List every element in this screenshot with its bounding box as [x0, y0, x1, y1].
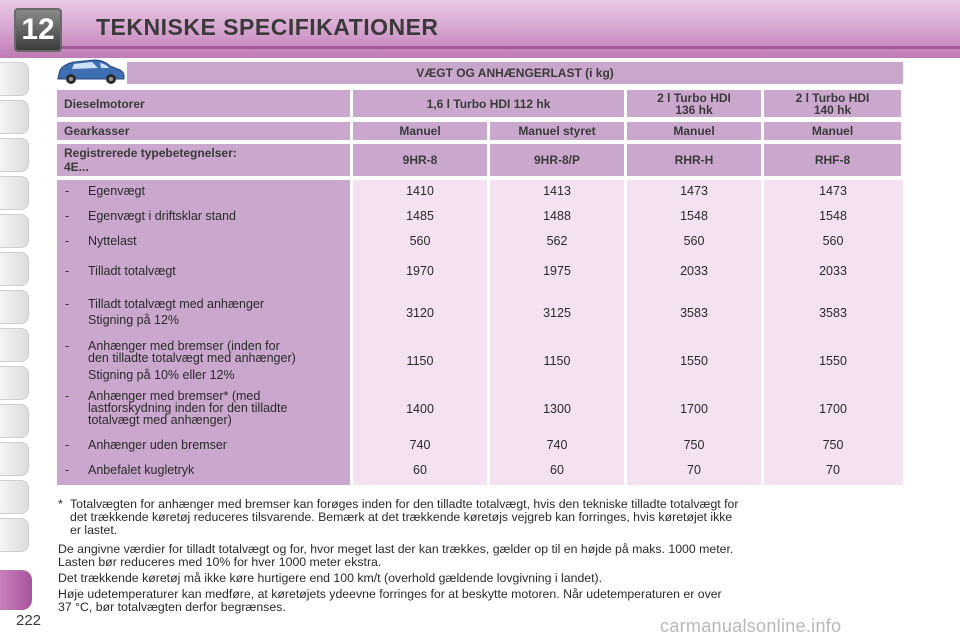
table-cell: 1550	[819, 354, 847, 368]
side-tab[interactable]	[0, 176, 29, 210]
page-title: TEKNISKE SPECIFIKATIONER	[96, 14, 439, 40]
table-cell: 1970	[406, 264, 434, 278]
table-cell: 3583	[819, 306, 847, 320]
header-cell: Dieselmotorer	[57, 90, 350, 117]
car-icon	[54, 56, 126, 86]
table-cell: 1550	[680, 354, 708, 368]
side-tab[interactable]	[0, 138, 29, 172]
table-cell: 560	[683, 234, 705, 248]
table-cell: 1548	[819, 209, 847, 223]
watermark: carmanualsonline.info	[660, 616, 842, 636]
side-tab-active[interactable]	[0, 570, 32, 610]
table-cell: 1410	[406, 184, 434, 198]
header-cell: 2 l Turbo HDI 136 hk	[627, 90, 761, 117]
table-cell: 1548	[680, 209, 708, 223]
side-tab[interactable]	[0, 518, 29, 552]
header-cell: Manuel	[627, 122, 761, 140]
temperature-note-line: Høje udetemperaturer kan medføre, at køretøjets ydeevne forringes for at beskytte motoren. Når udetemperaturen er over	[58, 587, 722, 601]
table-cell: 3125	[543, 306, 571, 320]
footnote-line: det trækkende køretøj reduceres tilsvarende. Bemærk at det trækkende køretøjs vejgreb kan forringes, hvis køretøjet ikke	[70, 510, 733, 524]
chapter-side-tabs	[0, 60, 32, 600]
header-cell: 9HR-8/P	[490, 144, 624, 176]
engine-header-row	[57, 90, 901, 117]
footnote-line: Totalvægten for anhænger med bremser kan forøges inden for den tilladte totalvægt, hvis den tekniske tilladte totalvægt for	[70, 497, 739, 511]
table-cell: 70	[826, 463, 840, 477]
side-tab[interactable]	[0, 404, 29, 438]
table-cell: 562	[546, 234, 568, 248]
header-cell: 1,6 l Turbo HDI 112 hk	[353, 90, 624, 117]
header-cell: Manuel styret	[490, 122, 624, 140]
altitude-note-line: Lasten bør reduceres med 10% for hver 1000 meter ekstra.	[58, 555, 382, 569]
header-cell: Gearkasser	[57, 122, 350, 140]
side-tab[interactable]	[0, 214, 29, 248]
header-divider	[60, 46, 960, 49]
table-cell: 2033	[680, 264, 708, 278]
gearbox-header-row	[57, 122, 901, 140]
table-cell: 3583	[680, 306, 708, 320]
table-cell: 3120	[406, 306, 434, 320]
table-cell: 1150	[406, 354, 434, 368]
table-cell: 750	[683, 438, 705, 452]
side-tab[interactable]	[0, 100, 29, 134]
page-number: 222	[16, 612, 42, 629]
header-cell: 2 l Turbo HDI 140 hk	[764, 90, 901, 117]
side-tab[interactable]	[0, 328, 29, 362]
altitude-note-line: De angivne værdier for tilladt totalvægt og for, hvor meget last der kan trækkes, gælder op til en højde på maks. 1000 meter.	[58, 542, 734, 556]
table-cell: 70	[687, 463, 701, 477]
speed-note: Det trækkende køretøj må ikke køre hurtigere end 100 km/t (overhold gældende lovgivning i landet).	[58, 571, 603, 585]
table-cell: 560	[822, 234, 844, 248]
table-cell: 1150	[543, 354, 571, 368]
header-cell: RHF-8	[764, 144, 901, 176]
table-cell: 750	[822, 438, 844, 452]
chapter-badge: 12	[14, 8, 62, 52]
table-cell: 740	[409, 438, 431, 452]
table-cell: 1300	[543, 402, 571, 416]
table-cell: 1488	[543, 209, 571, 223]
header-cell: Registrerede typebetegnelser: 4E...	[57, 144, 350, 176]
side-tab[interactable]	[0, 290, 29, 324]
header-cell: Manuel	[764, 122, 901, 140]
table-cell: 2033	[819, 264, 847, 278]
table-cell: 560	[409, 234, 431, 248]
table-cell: 740	[546, 438, 568, 452]
header-cell: 9HR-8	[353, 144, 487, 176]
side-tab[interactable]	[0, 480, 29, 514]
table-cell: 1413	[543, 184, 571, 198]
side-tab[interactable]	[0, 252, 29, 286]
temperature-note-line: 37 °C, bør totalvægten derfor begrænses.	[58, 600, 286, 614]
table-cell: 1700	[819, 402, 847, 416]
table-cell: 1975	[543, 264, 571, 278]
footnote-asterisk: *	[58, 497, 63, 511]
table-cell: 1400	[406, 402, 434, 416]
table-cell: 1485	[406, 209, 434, 223]
type-header-row	[57, 144, 901, 176]
table-cell: 1473	[819, 184, 847, 198]
footnote-line: er lastet.	[70, 523, 118, 537]
side-tab[interactable]	[0, 366, 29, 400]
table-cell: 60	[550, 463, 564, 477]
header-cell: Manuel	[353, 122, 487, 140]
side-tab[interactable]	[0, 62, 29, 96]
table-cell: 60	[413, 463, 427, 477]
table-title: VÆGT OG ANHÆNGERLAST (i kg)	[127, 62, 903, 84]
header-cell: RHR-H	[627, 144, 761, 176]
table-cell: 1700	[680, 402, 708, 416]
table-cell: 1473	[680, 184, 708, 198]
side-tab[interactable]	[0, 442, 29, 476]
